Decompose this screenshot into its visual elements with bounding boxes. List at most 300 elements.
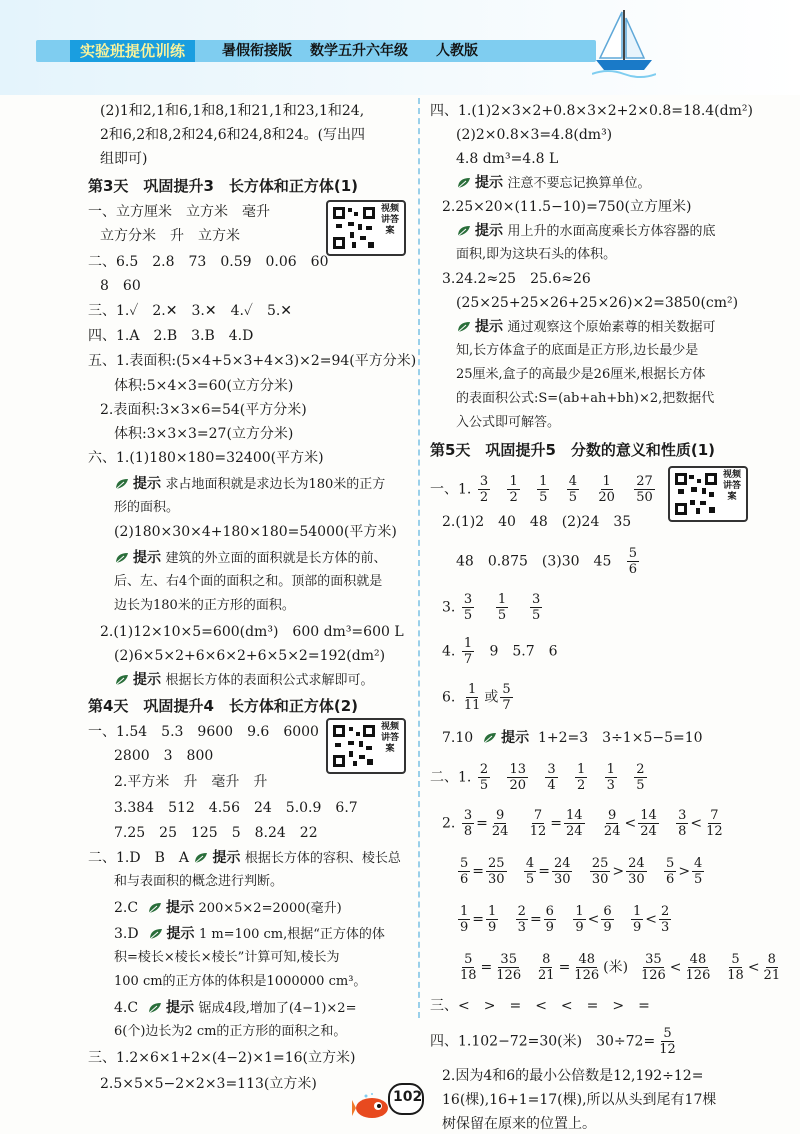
denominator: 3: [606, 778, 615, 793]
fraction: [528, 808, 549, 839]
fraction: [659, 904, 671, 935]
denominator: 20: [598, 490, 615, 505]
denominator: 30: [591, 872, 609, 887]
denominator: 24: [566, 824, 583, 839]
fraction: [572, 952, 601, 983]
or-text: 或: [484, 689, 499, 706]
equals-sign: =: [538, 863, 550, 880]
tip-text: 面积,即为这块石头的体积。: [456, 247, 617, 262]
fraction: [627, 546, 639, 577]
tip-label: 提示: [133, 550, 161, 566]
fraction: [605, 762, 617, 793]
fraction: [573, 904, 585, 935]
fraction: [676, 808, 688, 839]
answer-line: (2)2×0.8×3=4.8(dm³): [456, 127, 613, 143]
fraction: [462, 682, 483, 713]
fraction: [567, 474, 579, 505]
tip-line: [456, 221, 715, 242]
fraction: [602, 808, 623, 839]
numerator: 25: [488, 856, 505, 871]
leaf-tip-icon: [147, 901, 163, 915]
answer-text: 四、1.102−72=30(米) 30÷72=: [430, 1033, 656, 1050]
denominator: 30: [628, 872, 645, 887]
fraction: [478, 762, 490, 793]
numerator: 1: [632, 904, 642, 919]
numerator: 1: [460, 904, 469, 919]
numerator: 35: [645, 952, 662, 967]
numerator: 1: [606, 762, 615, 777]
header-publisher: 人教版: [436, 43, 478, 59]
answer-text: 7.10: [442, 730, 474, 746]
answer-line: 2800 3 800: [114, 748, 214, 764]
answer-line: [456, 546, 641, 577]
denominator: 11: [463, 698, 481, 713]
leaf-tip-icon: [114, 551, 130, 565]
answer-line: 三、< > = < < = > =: [430, 998, 650, 1014]
tip-text: 锯成4段,增加了(4−1)×2=: [198, 1001, 357, 1016]
section-heading: 第5天 巩固提升5 分数的意义和性质(1): [430, 441, 716, 459]
qr-label: 视频讲答案: [722, 470, 741, 502]
answer-text: 3.D: [114, 926, 139, 942]
denominator: 2: [577, 778, 586, 793]
denominator: 24: [640, 824, 657, 839]
greater-than-sign: >: [612, 863, 625, 880]
fraction: [500, 682, 512, 713]
denominator: 20: [509, 778, 526, 793]
denominator: 126: [685, 968, 711, 983]
fraction: [692, 856, 704, 887]
column-divider: [418, 98, 420, 1018]
answer-line: 3.384 512 4.56 24 5.0.9 6.7: [114, 800, 358, 816]
tip-text: 100 cm的正方体的体积是1000000 cm³。: [114, 974, 367, 989]
tip-text: 1+2=3 3÷1×5−5=10: [537, 730, 703, 746]
fraction: [762, 952, 783, 983]
tip-text: 求占地面积就是求边长为180米的正方: [165, 477, 386, 492]
item-label: 3.: [442, 599, 456, 616]
numerator: 14: [640, 808, 657, 823]
answer-line: 一、立方厘米 立方米 毫升: [88, 204, 270, 220]
tip-label: 提示: [475, 175, 503, 191]
fraction: [458, 856, 470, 887]
numerator: 1: [463, 636, 473, 651]
leaf-tip-icon: [456, 176, 472, 190]
numerator: 35: [500, 952, 517, 967]
numerator: 6: [545, 904, 554, 919]
answer-line: [442, 808, 727, 839]
denominator: 6: [460, 872, 469, 887]
numerator: 7: [710, 808, 719, 823]
denominator: 6: [628, 562, 637, 577]
numerator: 1: [539, 474, 548, 489]
denominator: 9: [488, 920, 497, 935]
denominator: 18: [460, 968, 477, 983]
denominator: 9: [603, 920, 612, 935]
less-than-sign: <: [669, 959, 682, 976]
answer-line: (2)1和2,1和6,1和8,1和21,1和23,1和24,: [100, 103, 365, 119]
numerator: 9: [495, 808, 505, 823]
equals-sign: =: [550, 815, 563, 832]
tip-text: 后、左、右4个面的面积之和。顶部的面积就是: [114, 574, 383, 589]
tip-line: [114, 924, 385, 945]
denominator: 5: [479, 778, 489, 793]
fraction: [684, 952, 713, 983]
qr-code-icon: [332, 724, 376, 768]
fraction: [634, 762, 646, 793]
qr-code-video[interactable]: [326, 200, 406, 256]
answer-line: 2.(1)2 40 48 (2)24 35: [442, 514, 632, 530]
denominator: 18: [727, 968, 744, 983]
fraction: [626, 856, 647, 887]
numerator: 5: [502, 682, 511, 697]
numerator: 5: [666, 856, 675, 871]
denominator: 9: [632, 920, 642, 935]
denominator: 21: [538, 968, 555, 983]
tip-line: [114, 548, 386, 569]
fraction: [530, 592, 542, 623]
numerator: 13: [509, 762, 526, 777]
section-heading: 第4天 巩固提升4 长方体和正方体(2): [88, 697, 359, 715]
numerator: 6: [603, 904, 612, 919]
equals-sign: =: [480, 959, 493, 976]
tip-text: 知,长方体盒子的底面是正方形,边长最少是: [456, 343, 699, 358]
numerator: 27: [636, 474, 653, 489]
fraction: [490, 808, 511, 839]
leaf-tip-icon: [148, 927, 164, 941]
numerator: 25: [591, 856, 609, 871]
tip-text: 根据长方体的表面积公式求解即可。: [165, 673, 374, 688]
fraction: [536, 952, 557, 983]
tip-text: 通过观察这个原始素尊的相关数据可: [507, 320, 716, 335]
numerator: 8: [542, 952, 551, 967]
tip-text: 的表面积公式:S=(ab+ah+bh)×2,把数据代: [456, 391, 715, 406]
fraction: [657, 1026, 678, 1057]
answer-text: 4.C: [114, 1000, 139, 1016]
numerator: 1: [488, 904, 497, 919]
tip-text: 边长为180米的正方形的面积。: [114, 598, 295, 613]
leaf-tip-icon: [114, 477, 130, 491]
item-label: 6.: [442, 689, 456, 706]
numerator: 3: [479, 474, 489, 489]
answer-line: [442, 682, 515, 713]
leaf-tip-icon: [114, 673, 130, 687]
denominator: 5: [525, 872, 535, 887]
answer-line: 16(棵),16+1=17(棵),所以从头到尾有17棵: [442, 1092, 717, 1108]
denominator: 3: [517, 920, 526, 935]
denominator: 21: [763, 968, 781, 983]
fraction: [524, 856, 536, 887]
answer-line: 2.表面积:3×3×6=54(平方分米): [100, 402, 307, 418]
tip-line: [442, 728, 703, 748]
numerator: 48: [689, 952, 707, 967]
tip-label: 提示: [165, 900, 194, 916]
tip-line: [114, 898, 342, 919]
numerator: 1: [577, 762, 586, 777]
tip-text: 入公式即可解答。: [456, 415, 561, 430]
answer-line: (2)6×5×2+6×6×2+6×5×2=192(dm²): [114, 648, 386, 664]
answer-text: 9 5.7 6: [489, 643, 558, 660]
denominator: 4: [547, 778, 556, 793]
fraction: [545, 762, 557, 793]
header-brand: 实验班提优训练: [70, 40, 195, 62]
less-than-sign: <: [645, 911, 657, 928]
denominator: 3: [660, 920, 670, 935]
numerator: 3: [532, 592, 541, 607]
numerator: 3: [463, 808, 473, 823]
numerator: 5: [464, 952, 473, 967]
fraction: [486, 856, 507, 887]
numerator: 3: [678, 808, 687, 823]
denominator: 7: [502, 698, 511, 713]
denominator: 12: [659, 1042, 676, 1057]
numerator: 4: [568, 474, 578, 489]
leaf-tip-icon: [482, 731, 498, 745]
denominator: 5: [568, 490, 578, 505]
denominator: 5: [694, 872, 703, 887]
equals-sign: =: [476, 815, 488, 832]
item-label: 一、1.: [430, 481, 472, 498]
leaf-tip-icon: [456, 224, 472, 238]
numerator: 14: [566, 808, 583, 823]
denominator: 8: [463, 824, 473, 839]
tip-label: 提示: [475, 223, 503, 239]
answer-line: 2.5×5×5−2×2×3=113(立方米): [100, 1076, 317, 1092]
page-number: 102: [393, 1089, 423, 1105]
sailboat-icon: [592, 8, 656, 78]
denominator: 5: [497, 608, 507, 623]
tip-text: 根据长方体的容积、棱长总: [244, 851, 401, 866]
fraction: [564, 808, 585, 839]
numerator: 5: [628, 546, 637, 561]
answer-line: 2.因为4和6的最小公倍数是12,192÷12=: [442, 1068, 704, 1084]
fraction: [507, 762, 528, 793]
fraction: [596, 474, 617, 505]
fraction: [458, 904, 470, 935]
equals-sign: =: [529, 911, 542, 928]
unit-text: (米): [603, 959, 629, 976]
qr-label: 视频讲答案: [380, 204, 399, 236]
tip-label: 提示: [212, 850, 241, 866]
numerator: 2: [660, 904, 670, 919]
equals-sign: =: [472, 911, 485, 928]
numerator: 9: [608, 808, 617, 823]
denominator: 7: [463, 652, 473, 667]
tip-text: 25厘米,盒子的高最少是26厘米,根据长方体: [456, 367, 706, 382]
denominator: 6: [666, 872, 675, 887]
tip-text: 1 m=100 cm,根据“正方体的体: [198, 927, 385, 942]
denominator: 126: [496, 968, 522, 983]
numerator: 24: [553, 856, 571, 871]
fraction: [601, 904, 613, 935]
tip-line: [456, 317, 715, 338]
answer-line: 8 60: [100, 278, 141, 294]
denominator: 126: [640, 968, 666, 983]
numerator: 1: [575, 904, 584, 919]
fish-mascot-icon: [352, 1092, 392, 1120]
tip-label: 提示: [165, 1000, 194, 1016]
answer-line: 7.25 25 125 5 8.24 22: [114, 825, 318, 841]
fraction: [575, 762, 587, 793]
fraction: [462, 592, 474, 623]
tip-label: 提示: [133, 476, 161, 492]
fraction: [704, 808, 725, 839]
answer-line: (2)180×30×4+180×180=54000(平方米): [114, 524, 397, 540]
denominator: 2: [479, 490, 489, 505]
tip-text: 形的面积。: [114, 500, 180, 515]
fraction: [507, 474, 519, 505]
answer-line: 三、1.✓ 2.✕ 3.✕ 4.✓ 5.✕: [88, 303, 293, 319]
fraction: [639, 952, 668, 983]
tip-text: 和与表面积的概念进行判断。: [114, 874, 284, 889]
answer-line: [430, 762, 649, 793]
qr-code-video[interactable]: [326, 718, 406, 774]
denominator: 5: [463, 608, 473, 623]
fraction: [462, 636, 474, 667]
tip-label: 提示: [475, 319, 503, 335]
page-header: [0, 0, 800, 95]
fraction: [478, 474, 490, 505]
fraction: [458, 952, 479, 983]
denominator: 5: [539, 490, 548, 505]
denominator: 50: [636, 490, 653, 505]
tip-line: [114, 998, 356, 1019]
tip-text: 注意不要忘记换算单位。: [507, 176, 651, 191]
fraction: [516, 904, 528, 935]
answer-line: 2.平方米 升 毫升 升: [114, 774, 268, 790]
denominator: 5: [532, 608, 541, 623]
less-than-sign: <: [624, 815, 637, 832]
answer-line: 组即可): [100, 151, 148, 167]
denominator: 12: [706, 824, 723, 839]
answer-text: 2.C: [114, 900, 139, 916]
numerator: 1: [497, 592, 507, 607]
answer-line: [442, 636, 558, 667]
denominator: 2: [509, 490, 518, 505]
numerator: 5: [663, 1026, 672, 1041]
answer-line: 2和6,2和8,2和24,6和24,8和24。(写出四: [100, 127, 366, 143]
answer-line: [456, 856, 706, 887]
answer-line: 四、1.A 2.B 3.B 4.D: [88, 328, 254, 344]
denominator: 9: [460, 920, 469, 935]
numerator: 7: [533, 808, 543, 823]
answer-line: 一、1.54 5.3 9600 9.6 6000: [88, 724, 319, 740]
answer-line: 三、1.2×6×1+2×(4−2)×1=16(立方米): [88, 1050, 356, 1066]
answer-line: 二、6.5 2.8 73 0.59 0.06 60: [88, 254, 329, 270]
less-than-sign: <: [747, 959, 760, 976]
answer-line: 六、1.(1)180×180=32400(平方米): [88, 450, 324, 466]
numerator: 5: [460, 856, 469, 871]
leaf-tip-icon: [147, 1001, 163, 1015]
answer-line: [456, 904, 673, 935]
tip-line: [114, 670, 373, 691]
answer-line: 4.8 dm³=4.8 L: [456, 151, 559, 167]
denominator: 8: [678, 824, 687, 839]
tip-text: 建筑的外立面的面积就是长方体的前、: [165, 551, 387, 566]
numerator: 4: [525, 856, 535, 871]
tip-line: [114, 474, 385, 495]
fraction: [486, 904, 498, 935]
numerator: 24: [628, 856, 645, 871]
header-subject: 数学五升六年级: [310, 43, 408, 59]
numerator: 1: [509, 474, 518, 489]
numerator: 2: [636, 762, 645, 777]
fraction: [634, 474, 655, 505]
numerator: 1: [467, 682, 477, 697]
equals-sign: =: [558, 959, 571, 976]
tip-text: 200×5×2=2000(毫升): [198, 901, 342, 916]
answer-line: 立方分米 升 立方米: [100, 228, 240, 244]
qr-code-icon: [674, 472, 718, 516]
denominator: 12: [529, 824, 547, 839]
less-than-sign: <: [587, 911, 600, 928]
numerator: 5: [731, 952, 740, 967]
answer-line: 2.(1)12×10×5=600(dm³) 600 dm³=600 L: [100, 624, 404, 640]
denominator: 5: [636, 778, 645, 793]
leaf-tip-icon: [193, 851, 209, 865]
numerator: 8: [767, 952, 776, 967]
tip-text: 用上升的水面高度乘长方体容器的底: [507, 224, 716, 239]
fraction: [664, 856, 676, 887]
tip-label: 提示: [166, 926, 195, 942]
fraction: [496, 592, 508, 623]
numerator: 48: [578, 952, 595, 967]
numerator: 1: [602, 474, 611, 489]
fraction: [638, 808, 659, 839]
answer-text: 二、1.D B A: [88, 850, 189, 866]
qr-code-icon: [332, 206, 376, 250]
fraction: [462, 808, 474, 839]
tip-label: 提示: [501, 730, 530, 746]
fraction: [552, 856, 573, 887]
fraction: [494, 952, 523, 983]
greater-than-sign: >: [678, 863, 691, 880]
qr-label: 视频讲答案: [380, 722, 399, 754]
numerator: 2: [517, 904, 526, 919]
denominator: 30: [488, 872, 505, 887]
tip-line: [88, 848, 401, 869]
numerator: 3: [547, 762, 556, 777]
answer-line: 3.24.2≈25 25.6≈26: [442, 271, 591, 287]
item-label: 4.: [442, 643, 456, 660]
denominator: 126: [574, 968, 600, 983]
header-edition: 暑假衔接版: [222, 43, 292, 59]
answer-text: 48 0.875 (3)30 45: [456, 553, 612, 570]
answer-line: 五、1.表面积:(5×4+5×3+4×3)×2=94(平方分米): [88, 353, 417, 369]
qr-code-video[interactable]: [668, 466, 748, 522]
tip-line: [456, 173, 650, 194]
item-label: 二、1.: [430, 769, 472, 786]
fraction: [725, 952, 746, 983]
equals-sign: =: [472, 863, 485, 880]
fraction: [537, 474, 549, 505]
less-than-sign: <: [690, 815, 703, 832]
denominator: 30: [553, 872, 571, 887]
denominator: 9: [575, 920, 584, 935]
answer-line: (25×25+25×26+25×26)×2=3850(cm²): [456, 295, 739, 311]
item-label: 2.: [442, 815, 456, 832]
answer-line: [430, 474, 657, 505]
fraction: [590, 856, 611, 887]
numerator: 4: [694, 856, 703, 871]
answer-line: 体积:3×3×3=27(立方分米): [114, 426, 294, 442]
tip-text: 6(个)边长为2 cm的正方形的面积之和。: [114, 1024, 347, 1039]
answer-line: 2.25×20×(11.5−10)=750(立方厘米): [442, 199, 692, 215]
answer-line: 树保留在原来的位置上。: [442, 1116, 596, 1132]
answer-line: 体积:5×4×3=60(立方分米): [114, 378, 294, 394]
leaf-tip-icon: [456, 320, 472, 334]
denominator: 9: [545, 920, 554, 935]
fraction: [631, 904, 643, 935]
answer-line: [430, 1026, 680, 1057]
